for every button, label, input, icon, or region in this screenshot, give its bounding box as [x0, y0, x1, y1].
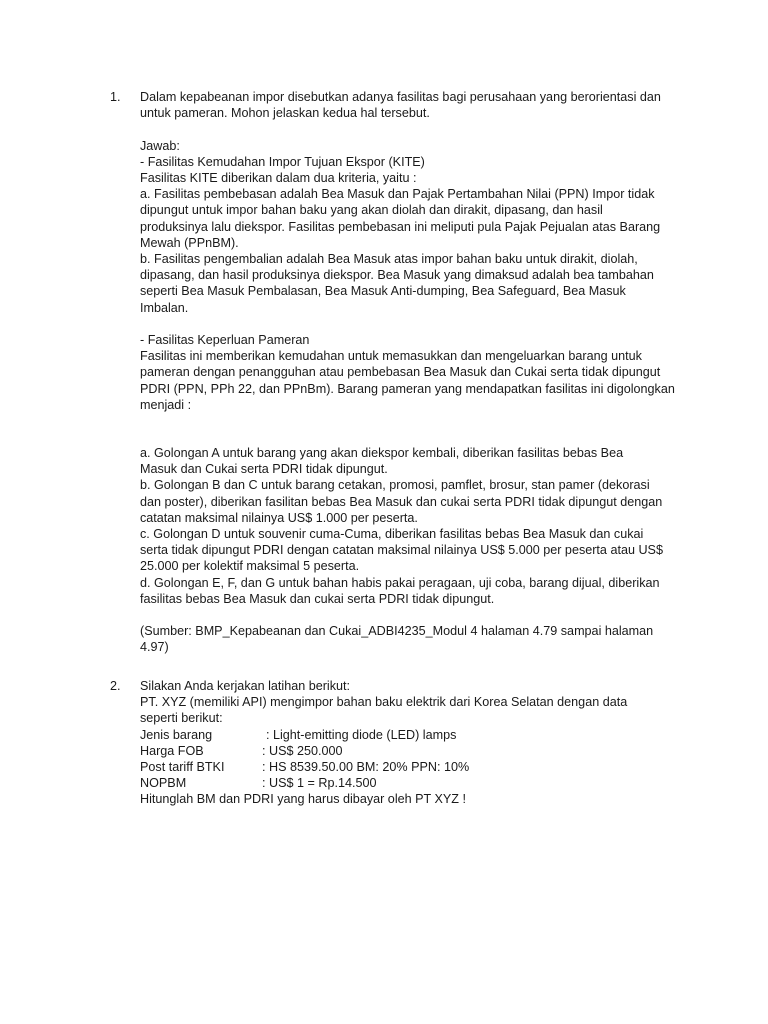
question-2-intro-line: seperti berikut: — [140, 711, 223, 726]
field-label: Jenis barang — [140, 727, 213, 742]
field-value: : HS 8539.50.00 BM: 20% PPN: 10% — [262, 760, 470, 775]
golongan-text-line: serta tidak dipungut PDRI dengan catatan maksimal nilainya US$ 5.000 per peserta atau US$ — [140, 543, 663, 558]
field-label: Post tariff BTKI — [140, 760, 225, 775]
kite-text-line: produksinya lalu diekspor. Fasilitas pembebasan ini meliputi pula Pajak Pejualan atas Barang — [140, 219, 661, 234]
field-label: Harga FOB — [140, 743, 204, 758]
question-1 — [110, 89, 690, 656]
golongan-text-line: catatan maksimal nilainya US$ 1.000 per peserta. — [140, 510, 418, 525]
kite-text-line: dipasang, dan hasil produksinya diekspor. Bea Masuk yang dimaksud adalah bea tambahan — [140, 268, 654, 283]
kite-text-line: a. Fasilitas pembebasan adalah Bea Masuk dan Pajak Pertambahan Nilai (PPN) Impor tidak — [140, 187, 655, 202]
question-2-body — [140, 678, 690, 808]
question-1-text-line: Dalam kepabeanan impor disebutkan adanya fasilitas bagi perusahaan yang berorientasi dan — [140, 90, 661, 104]
golongan-text-line: c. Golongan D untuk souvenir cuma-Cuma, diberikan fasilitas bebas Bea Masuk dan cukai — [140, 527, 644, 542]
pameran-text-line: menjadi : — [140, 397, 192, 412]
answer-label: Jawab: — [140, 138, 180, 153]
field-value: : Light-emitting diode (LED) lamps — [266, 727, 457, 742]
pameran-text-line: Fasilitas ini memberikan kemudahan untuk memasukkan dan mengeluarkan barang untuk — [140, 349, 642, 364]
field-value: : US$ 250.000 — [262, 743, 343, 758]
field-value: : US$ 1 = Rp.14.500 — [262, 776, 377, 791]
question-2-intro-line: Silakan Anda kerjakan latihan berikut: — [140, 679, 351, 693]
kite-text-line: Fasilitas KITE diberikan dalam dua kriteria, yaitu : — [140, 171, 417, 185]
golongan-text-line: fasilitas bebas Bea Masuk dan cukai serta PDRI tidak dipungut. — [140, 591, 495, 606]
question-1-body — [140, 89, 690, 656]
field-nopbm — [140, 775, 690, 791]
field-harga-fob — [140, 743, 690, 759]
question-2-closing: Hitunglah BM dan PDRI yang harus dibayar oleh PT XYZ ! — [140, 792, 466, 807]
golongan-text-line: Masuk dan Cukai serta PDRI tidak dipungut. — [140, 462, 388, 477]
question-1-text-line: untuk pameran. Mohon jelaskan kedua hal tersebut. — [140, 106, 430, 121]
question-2-intro-line: PT. XYZ (memiliki API) mengimpor bahan baku elektrik dari Korea Selatan dengan data — [140, 695, 628, 710]
kite-text-line: seperti Bea Masuk Pembalasan, Bea Masuk Anti-dumping, Bea Safeguard, Bea Masuk — [140, 284, 626, 299]
kite-text-line: Imbalan. — [140, 300, 189, 315]
source-citation-line: 4.97) — [140, 640, 169, 655]
golongan-text-line: a. Golongan A untuk barang yang akan diekspor kembali, diberikan fasilitas bebas Bea — [140, 446, 624, 461]
kite-text-line: dipungut untuk impor bahan baku yang akan diolah dan dirakit, dipasang, dan hasil — [140, 203, 603, 218]
field-label: NOPBM — [140, 776, 187, 791]
list-number-1: 1. — [110, 90, 121, 104]
pameran-text-line: pameran dengan penangguhan atau pembebasan Bea Masuk dan Cukai serta tidak dipungut — [140, 365, 661, 380]
pameran-heading: - Fasilitas Keperluan Pameran — [140, 333, 310, 348]
golongan-text-line: dan poster), diberikan fasilitan bebas Bea Masuk dan cukai serta PDRI tidak dipungut dengan — [140, 494, 663, 509]
golongan-text-line: 25.000 per kolektif maksimal 5 peserta. — [140, 559, 360, 574]
kite-text-line: b. Fasilitas pengembalian adalah Bea Masuk atas impor bahan baku untuk dirakit, diolah, — [140, 252, 638, 267]
list-number-2: 2. — [110, 679, 121, 693]
golongan-text-line: b. Golongan B dan C untuk barang cetakan, promosi, pamflet, brosur, stan pamer (dekorasi — [140, 478, 650, 493]
kite-text-line: Mewah (PPnBM). — [140, 235, 239, 250]
question-2 — [110, 678, 690, 808]
kite-heading: - Fasilitas Kemudahan Impor Tujuan Ekspor (KITE) — [140, 154, 425, 169]
field-jenis-barang — [140, 727, 690, 743]
golongan-text-line: d. Golongan E, F, dan G untuk bahan habis pakai peragaan, uji coba, barang dijual, diberikan — [140, 575, 660, 590]
pameran-text-line: PDRI (PPN, PPh 22, dan PPnBm). Barang pameran yang mendapatkan fasilitas ini digolongkan — [140, 381, 675, 396]
source-citation-line: (Sumber: BMP_Kepabeanan dan Cukai_ADBI4235_Modul 4 halaman 4.79 sampai halaman — [140, 624, 654, 639]
field-post-tariff — [140, 759, 690, 775]
